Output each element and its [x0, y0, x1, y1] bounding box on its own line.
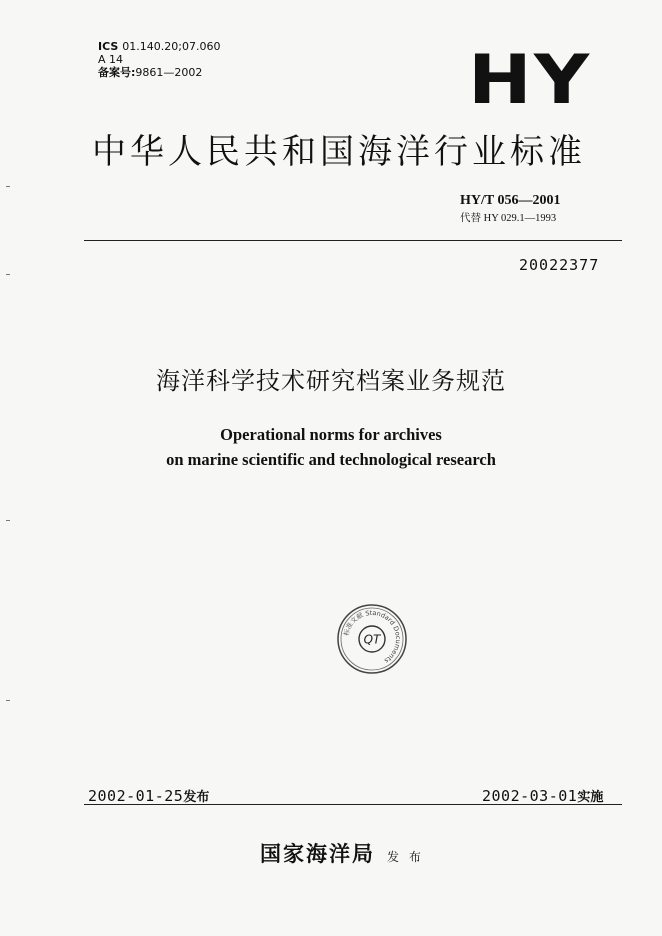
document-title-zh: 海洋科学技术研究档案业务规范 [156, 367, 506, 395]
implementation-date-label: 实施 [577, 790, 604, 805]
issue-date [88, 786, 209, 805]
ics-value: 01.140.20;07.060 [122, 40, 221, 53]
classification-code: A 14 [98, 53, 124, 66]
implementation-date [482, 786, 603, 805]
filing-label: 备案号: [98, 66, 136, 79]
archive-number: 20022377 [519, 256, 600, 274]
document-title-en-line1: Operational norms for archives [220, 425, 442, 444]
document-title-en-line2: on marine scientific and technological research [166, 450, 496, 469]
issue-date-label: 发布 [183, 790, 210, 805]
standard-number: HY/T 056—2001 [460, 193, 561, 208]
library-stamp [336, 603, 408, 675]
standard-category-title: 中华人民共和国海洋行业标准 [92, 132, 586, 172]
stamp-ring-textpath: 标准文献 Standard Documents [342, 608, 403, 665]
issuer-name: 国家海洋局 [260, 841, 375, 866]
scan-edge-mark [6, 274, 10, 275]
implementation-date-value: 2002-03-01 [482, 787, 578, 805]
scan-edge-mark [6, 186, 10, 187]
replaces-standard: 代替 HY 029.1—1993 [460, 213, 557, 224]
footer-divider [84, 804, 622, 805]
scan-edge-mark [6, 520, 10, 521]
issuer [260, 838, 424, 868]
stamp-center-text: QT [363, 632, 381, 647]
filing-number [98, 66, 202, 79]
issue-date-value: 2002-01-25 [88, 787, 184, 805]
scan-edge-mark [6, 700, 10, 701]
header-divider [84, 240, 622, 241]
hy-logo: HY [468, 41, 592, 120]
ics-label: ICS [98, 40, 119, 53]
filing-value: 9861—2002 [135, 66, 203, 79]
ics-code [98, 40, 220, 53]
issuer-action: 发 布 [387, 850, 424, 864]
